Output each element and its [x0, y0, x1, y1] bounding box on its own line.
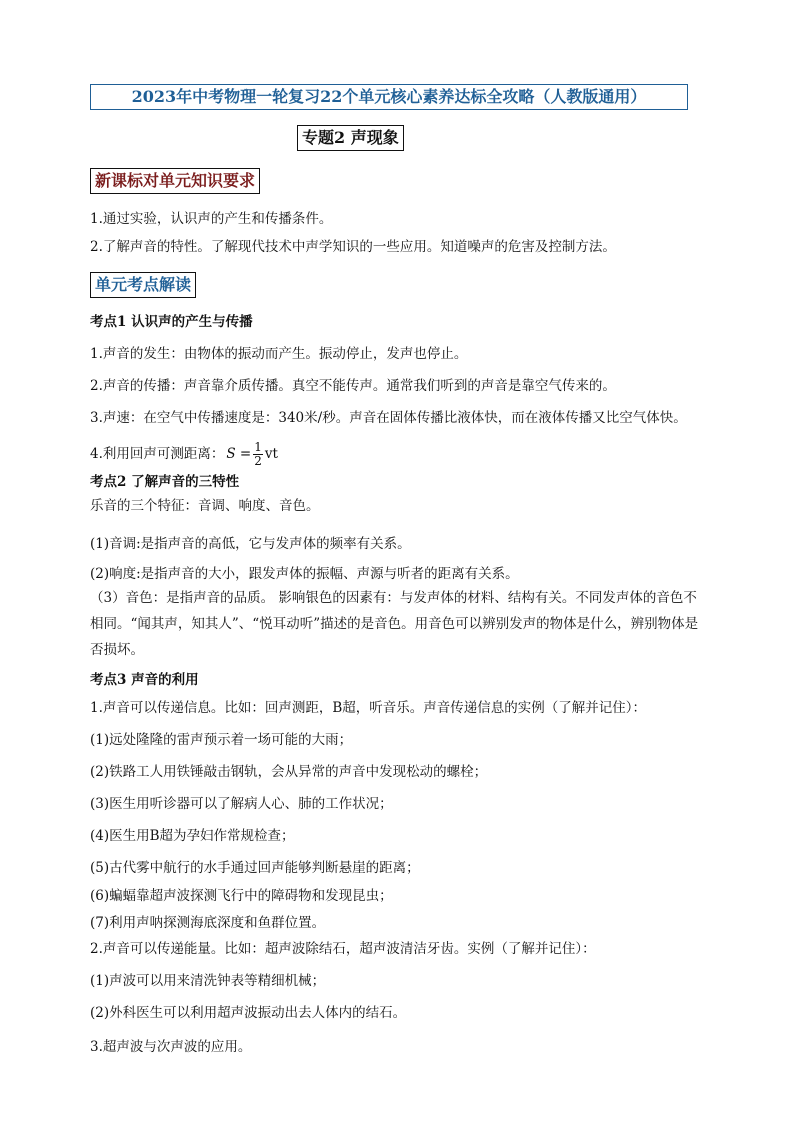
list-item: 3.超声波与次声波的应用。	[90, 1039, 252, 1055]
list-item: 3.声速：在空气中传播速度是：340米/秒。声音在固体传播比液体快，而在液体传播又比空气体快。	[90, 410, 687, 426]
formula-lhs: S =	[226, 446, 252, 462]
exam-point-2-title: 考点2 了解声音的三特性	[90, 474, 240, 490]
list-item: 乐音的三个特征：音调、响度、音色。	[90, 498, 320, 514]
echo-formula	[226, 441, 278, 468]
list-item: (4)医生用B超为孕妇作常规检查；	[90, 828, 295, 844]
section-heading-exam-points: 单元考点解读	[90, 272, 196, 298]
exam-point-1-title: 考点1 认识声的产生与传播	[90, 314, 253, 330]
list-item: (5)古代雾中航行的水手通过回声能够判断悬崖的距离；	[90, 860, 420, 876]
section-heading-requirements: 新课标对单元知识要求	[90, 168, 260, 194]
list-item: (2)铁路工人用铁锤敲击钢轨，会从异常的声音中发现松动的螺栓；	[90, 764, 488, 780]
list-item: (2)响度:是指声音的大小，跟发声体的振幅、声源与听者的距离有关系。	[90, 566, 519, 582]
timbre-paragraph: （3）音色：是指声音的品质。 影响银色的因素有：与发声体的材料、结构有关。不同发声体的音色不相同。“闻其声，知其人”、“悦耳动听”描述的是音色。用音色可以辨别发声的物体是什么，辨别物体是否损坏。	[90, 590, 699, 658]
topic-subtitle: 专题2 声现象	[297, 125, 404, 151]
list-item: (1)远处隆隆的雷声预示着一场可能的大雨；	[90, 732, 353, 748]
formula-rhs: vt	[264, 446, 278, 462]
exam-point-3-title: 考点3 声音的利用	[90, 672, 199, 688]
requirement-item: 2.了解声音的特性。了解现代技术中声学知识的一些应用。知道噪声的危害及控制方法。	[90, 239, 616, 255]
formula-denominator: 2	[254, 454, 262, 468]
list-item: (2)外科医生可以利用超声波振动出去人体内的结石。	[90, 1005, 407, 1021]
formula-numerator: 1	[254, 440, 262, 454]
list-item: 1.声音可以传递信息。比如：回声测距，B超，听音乐。声音传递信息的实例（了解并记住）：	[90, 700, 647, 716]
echo-formula-line	[90, 441, 278, 468]
list-item: 2.声音可以传递能量。比如：超声波除结石，超声波清洁牙齿。实例（了解并记住）：	[90, 941, 596, 957]
list-item: (3)医生用听诊器可以了解病人心、肺的工作状况；	[90, 796, 393, 812]
list-item: (6)蝙蝠靠超声波探测飞行中的障碍物和发现昆虫；	[90, 888, 393, 904]
list-item: (1)音调:是指声音的高低，它与发声体的频率有关系。	[90, 536, 411, 552]
echo-formula-prefix: 4.利用回声可测距离：	[90, 446, 225, 462]
document-title: 2023年中考物理一轮复习22个单元核心素养达标全攻略（人教版通用）	[90, 84, 688, 110]
list-item: 1.声音的发生：由物体的振动而产生。振动停止，发声也停止。	[90, 346, 468, 362]
list-item: (7)利用声呐探测海底深度和鱼群位置。	[90, 915, 326, 931]
list-item: 2.声音的传播：声音靠介质传播。真空不能传声。通常我们听到的声音是靠空气传来的。	[90, 378, 616, 394]
formula-fraction	[253, 441, 263, 468]
list-item: (1)声波可以用来清洗钟表等精细机械；	[90, 973, 326, 989]
requirement-item: 1.通过实验，认识声的产生和传播条件。	[90, 211, 333, 227]
